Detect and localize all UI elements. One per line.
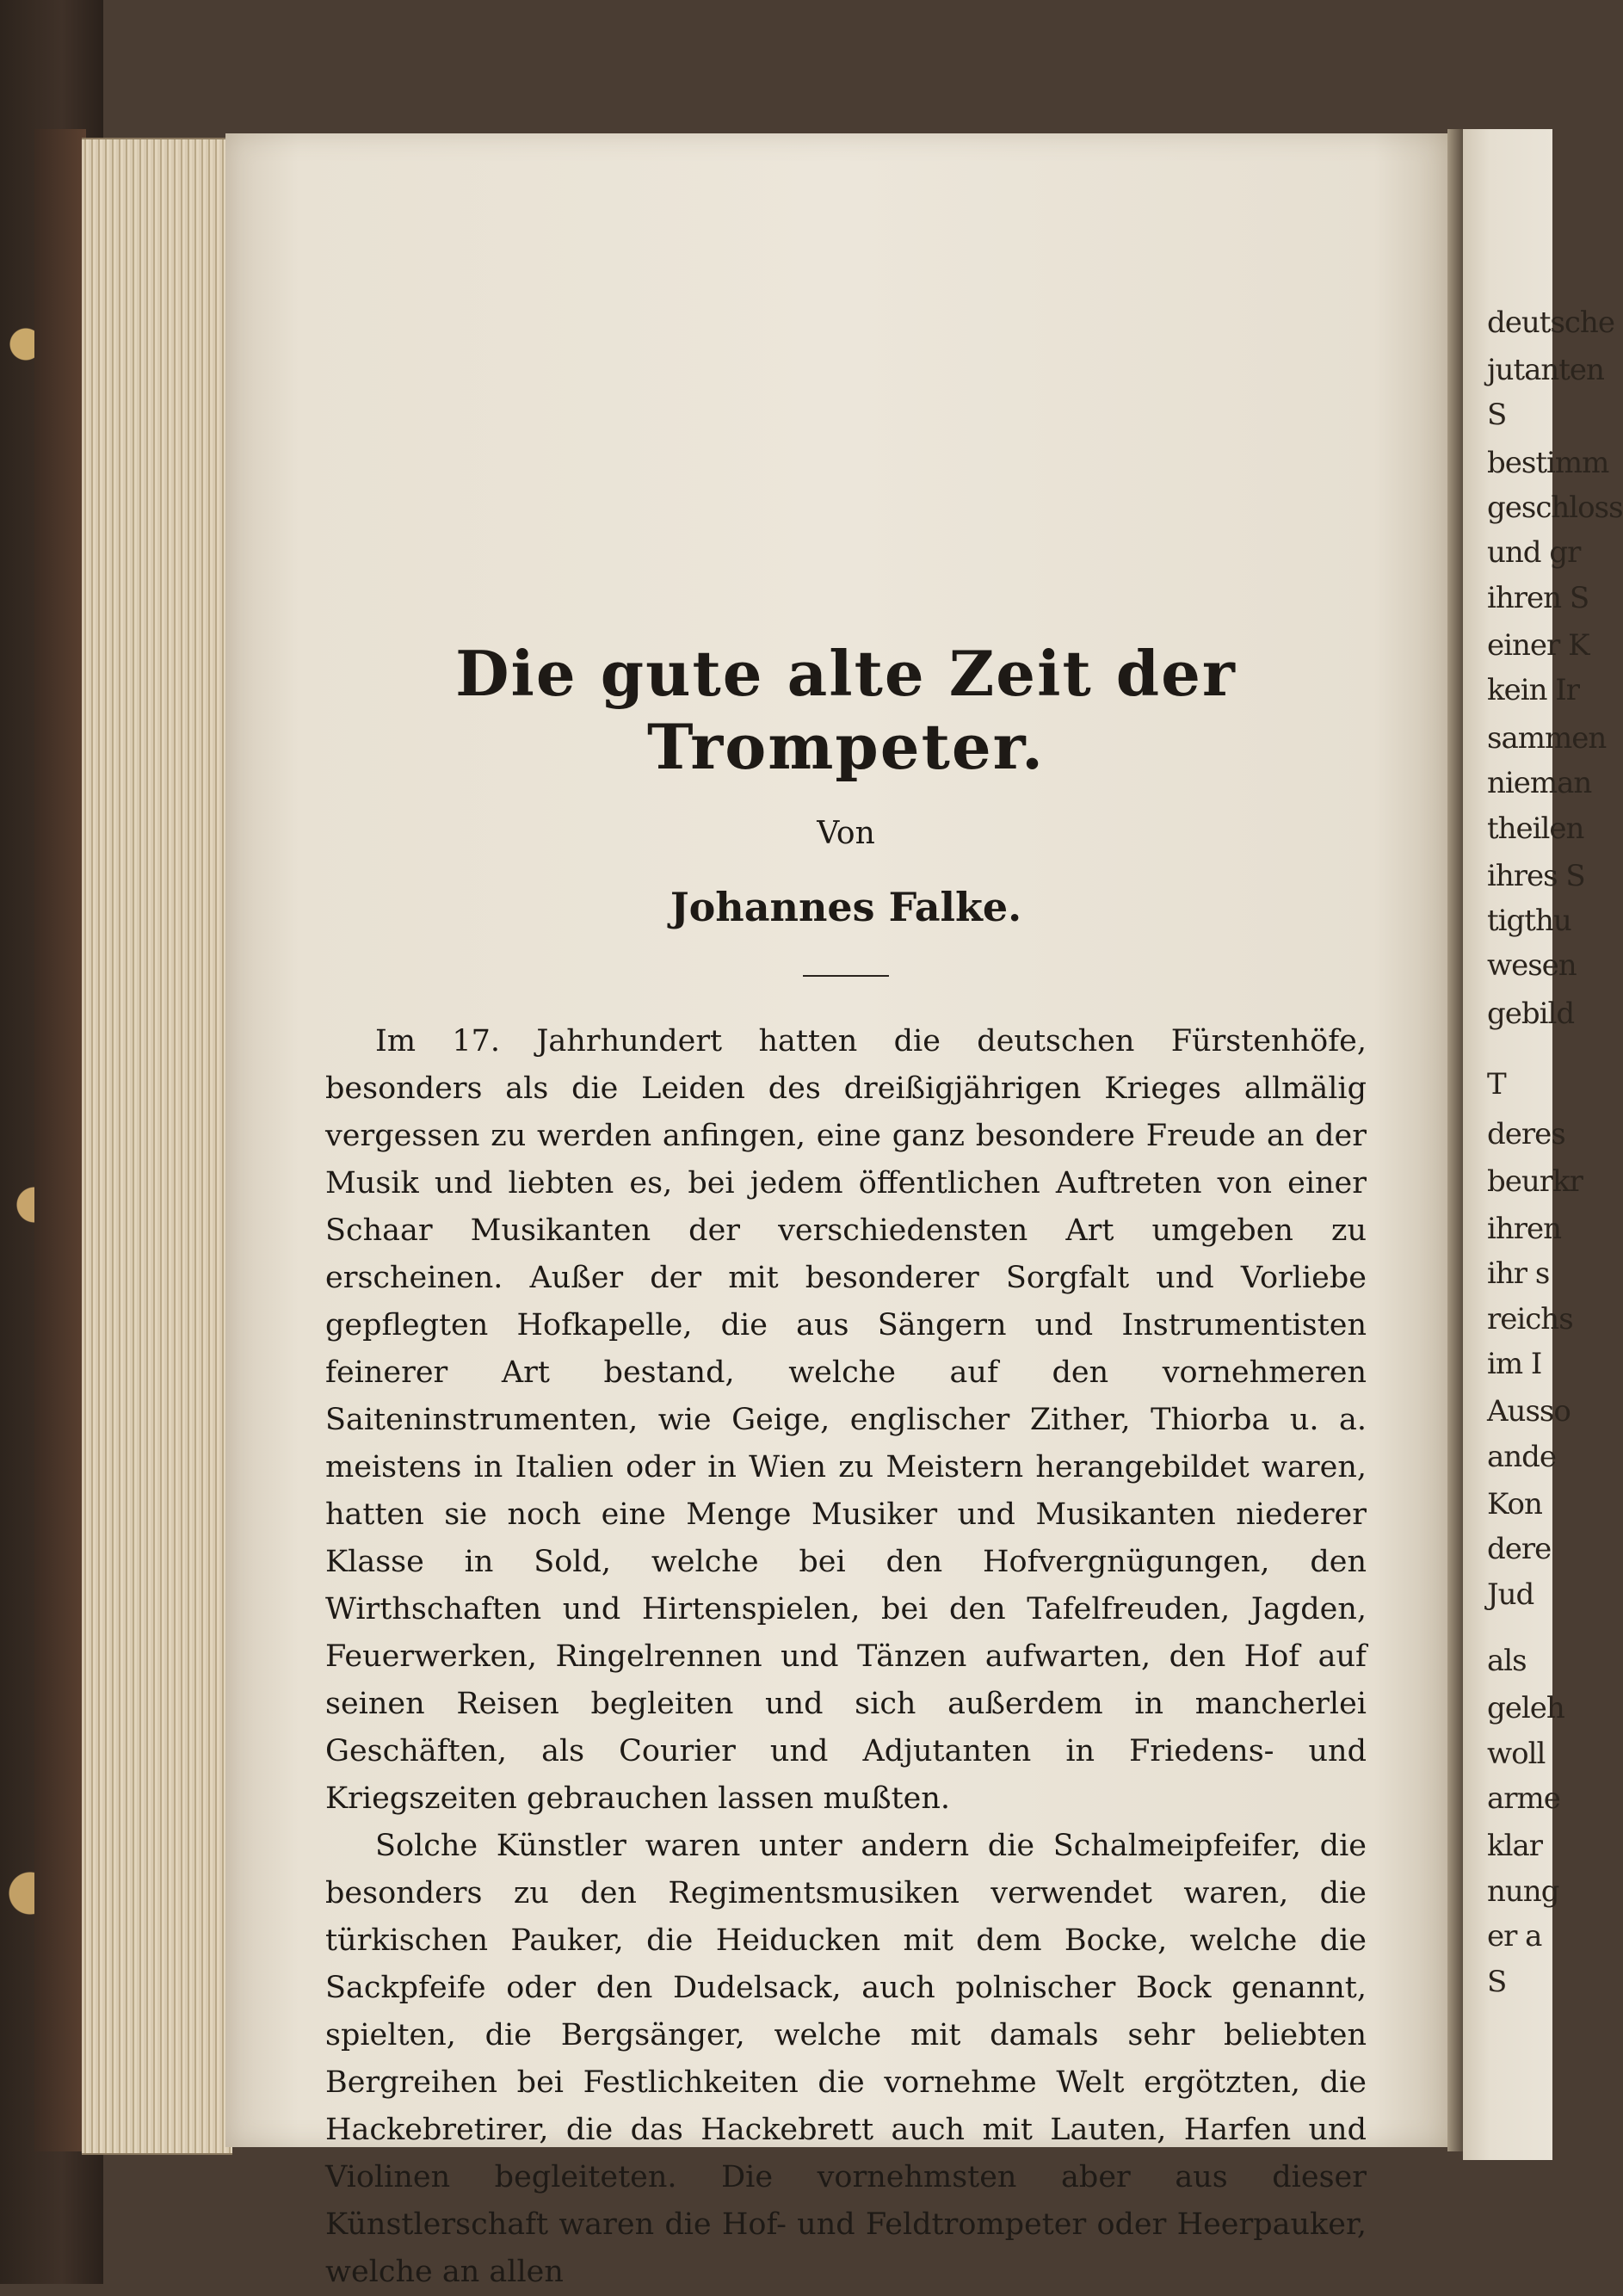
- facing-page-fragment: beurkr: [1487, 1164, 1583, 1199]
- facing-page-fragment: Kon: [1487, 1487, 1542, 1521]
- article-title: Die gute alte Zeit der Trompeter.: [455, 637, 1237, 783]
- facing-page-fragment: ihren: [1487, 1212, 1562, 1246]
- page-gutter: [1447, 129, 1463, 2151]
- facing-page-fragment: nieman: [1487, 766, 1592, 800]
- byline-von: Von: [817, 816, 875, 851]
- article-content: [325, 637, 1367, 2296]
- facing-page-fragment: einer K: [1487, 628, 1589, 663]
- facing-page-fragment: tigthu: [1487, 904, 1571, 938]
- facing-page-fragment: S: [1487, 1965, 1507, 1999]
- facing-page-fragment: Ausso: [1487, 1394, 1571, 1429]
- paragraph-1: Im 17. Jahrhundert hatten die deutschen Fürstenhöfe, besonders als die Leiden des dreißigjährigen Krieges allmälig vergessen zu werden anfingen, eine ganz besondere Freude an der Musik und liebten es, bei jedem öffentlichen Auftreten von einer Schaar Musikanten der verschiedensten Art umgeben zu erscheinen. Außer der mit besonderer Sorgfalt und Vorliebe gepflegten Hofkapelle, die aus Sängern und Instrumentisten feinerer Art bestand, welche auf den vornehmeren Saiteninstrumenten, wie Geige, englischer Zither, Thiorba u. a. meistens in Italien oder in Wien zu Meistern herangebildet waren, hatten sie noch eine Menge Musiker und Musikanten niederer Klasse in Sold, welche bei den Hofvergnügungen, den Wirthschaften und Hirtenspielen, bei den Tafelfreuden, Jagden, Feuerwerken, Ringelrennen und Tänzen aufwarten, den Hof auf seinen Reisen begleiten und sich außerdem in mancherlei Geschäften, als Courier und Adjutanten in Friedens- und Kriegszeiten gebrauchen lassen mußten.: [325, 1024, 1367, 1816]
- book-spine-board: [34, 129, 86, 2151]
- facing-page-fragment: und gr: [1487, 535, 1581, 570]
- facing-page: [1463, 129, 1623, 2160]
- facing-page-fragment: kein Ir: [1487, 673, 1579, 707]
- facing-page-fragment: nung: [1487, 1874, 1559, 1909]
- facing-page-fragment: klar: [1487, 1829, 1542, 1863]
- paragraph-2: Solche Künstler waren unter andern die Schalmeipfeifer, die besonders zu den Regimentsmusiken verwendet waren, die türkischen Pauker, die Heiducken mit dem Bocke, welche die Sackpfeife oder den Dudelsack, auch polnischer Bock genannt, spielten, die Bergsänger, welche mit damals sehr beliebten Bergreihen bei Festlichkeiten die vornehme Welt ergötzten, die Hackebretirer, die das Hackebrett auch mit Lauten, Harfen und Violinen begleiteten. Die vornehmsten aber aus dieser Künstlerschaft waren die Hof- und Feldtrompeter oder Heerpauker, welche an allen: [325, 1829, 1367, 2289]
- facing-page-fragment: T: [1487, 1067, 1506, 1102]
- facing-page-fragment: geschloss: [1487, 491, 1623, 525]
- page-edges: [82, 138, 232, 2155]
- facing-page-fragment: im I: [1487, 1347, 1542, 1381]
- facing-page-fragment: Jud: [1487, 1577, 1534, 1612]
- facing-page-fragment: geleh: [1487, 1691, 1564, 1725]
- facing-page-fragment: gebild: [1487, 997, 1575, 1031]
- facing-page-fragment: ihres S: [1487, 859, 1585, 893]
- facing-page-fragment: er a: [1487, 1919, 1542, 1953]
- facing-page-fragment: reichs: [1487, 1302, 1573, 1336]
- facing-page-fragment: arme: [1487, 1781, 1560, 1816]
- facing-page-fragment: als: [1487, 1644, 1527, 1678]
- facing-page-fragment: dere: [1487, 1532, 1552, 1566]
- facing-page-fragment: theilen: [1487, 812, 1584, 846]
- facing-page-fragment: jutanten: [1487, 353, 1604, 387]
- facing-page-fragment: bestimm: [1487, 446, 1609, 480]
- facing-page-fragment: deres: [1487, 1117, 1565, 1151]
- facing-page-fragment: deutsche: [1487, 306, 1614, 340]
- title-divider: [803, 975, 889, 977]
- facing-page-fragment: S: [1487, 398, 1507, 432]
- article-author: Johannes Falke.: [670, 884, 1022, 930]
- facing-page-fragment: sammen: [1487, 721, 1607, 756]
- facing-page-fragment: woll: [1487, 1737, 1546, 1771]
- facing-page-fragment: ihr s: [1487, 1256, 1550, 1291]
- facing-page-fragment: ihren S: [1487, 581, 1589, 615]
- facing-page-fragment: ande: [1487, 1440, 1557, 1474]
- facing-page-fragment: wesen: [1487, 948, 1577, 983]
